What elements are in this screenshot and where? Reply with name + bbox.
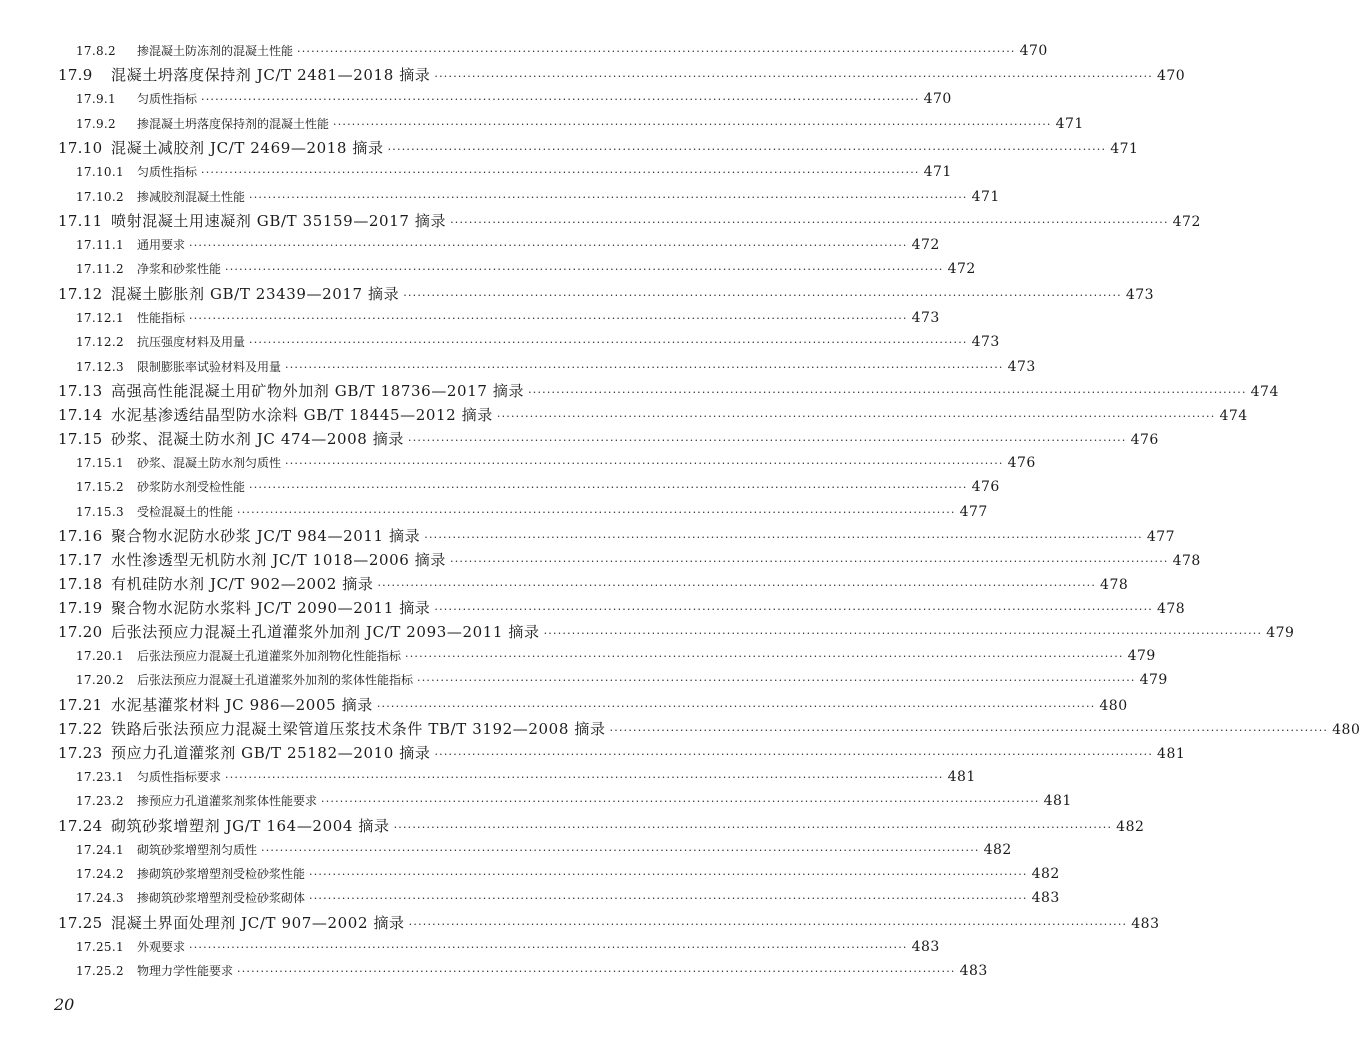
toc-subsection-entry[interactable] [0, 789, 1072, 813]
toc-section-entry[interactable] [0, 403, 1248, 427]
toc-entry-title: 匀质性指标 [137, 92, 198, 107]
toc-section-entry[interactable] [0, 548, 1201, 572]
toc-entry-page: 478 [1100, 577, 1129, 594]
toc-entry-number: 17.25.1 [76, 939, 124, 954]
toc-subsection-entry[interactable] [0, 330, 1000, 354]
toc-entry-page: 476 [1007, 454, 1036, 471]
toc-entry-title: 外观要求 [137, 939, 186, 954]
dot-leader [450, 550, 1169, 574]
toc-entry-title: 受检混凝土的性能 [137, 504, 234, 519]
dot-leader [309, 863, 1028, 887]
toc-entry-title: 抗压强度材料及用量 [137, 335, 246, 350]
toc-entry-number: 17.10.2 [76, 189, 124, 204]
dot-leader [544, 622, 1263, 646]
toc-entry-number: 17.9.1 [76, 92, 116, 107]
toc-entry-page: 479 [1266, 625, 1295, 642]
toc-entry-number: 17.11.1 [76, 237, 124, 252]
toc-entry-number: 17.20.2 [76, 673, 124, 688]
toc-entry-page: 477 [1146, 529, 1176, 546]
dot-leader [285, 356, 1004, 380]
dot-leader [189, 307, 908, 331]
dot-leader [321, 790, 1040, 814]
toc-entry-page: 481 [1043, 793, 1072, 810]
toc-section-entry[interactable] [0, 717, 1360, 741]
toc-entry-number: 17.10 [58, 139, 103, 158]
toc-entry-title: 净浆和砂浆性能 [137, 262, 222, 277]
toc-entry-number: 17.15.2 [76, 480, 124, 495]
dot-leader [405, 645, 1124, 669]
dot-leader [388, 138, 1107, 162]
toc-section-entry[interactable] [0, 379, 1279, 403]
toc-subsection-entry[interactable] [0, 306, 940, 330]
toc-subsection-entry[interactable] [0, 500, 988, 524]
toc-entry-number: 17.9.2 [76, 116, 116, 131]
toc-subsection-entry[interactable] [0, 475, 1000, 499]
dot-leader [249, 476, 968, 500]
toc-entry-title: 匀质性指标要求 [137, 769, 222, 784]
toc-entry-page: 473 [1007, 358, 1036, 375]
toc-entry-page: 478 [1172, 553, 1201, 570]
toc-entry-page: 479 [1127, 648, 1156, 665]
toc-entry-title: 砂浆防水剂受检性能 [137, 480, 246, 495]
toc-entry-title: 限制膨胀率试验材料及用量 [137, 359, 282, 374]
toc-entry-number: 17.24.3 [76, 891, 124, 906]
toc-entry-page: 474 [1250, 383, 1279, 400]
toc-entry-page: 470 [1019, 43, 1048, 59]
dot-leader [309, 887, 1028, 911]
dot-leader [225, 766, 944, 790]
toc-subsection-entry[interactable] [0, 862, 1060, 886]
toc-entry-number: 17.15 [58, 429, 103, 448]
toc-entry-page: 481 [947, 768, 976, 785]
dot-leader [297, 40, 1016, 64]
toc-entry-number: 17.12.3 [76, 359, 124, 374]
toc-entry-number: 17.19 [58, 599, 103, 618]
toc-subsection-entry[interactable] [0, 39, 1048, 63]
dot-leader [610, 719, 1329, 743]
toc-entry-number: 17.10.1 [76, 165, 124, 180]
toc-entry-title: 水泥基渗透结晶型防水涂料 GB/T 18445—2012 摘录 [111, 405, 493, 424]
toc-subsection-entry[interactable] [0, 959, 988, 983]
toc-entry-title: 砂浆、混凝土防水剂 JC 474—2008 摘录 [111, 429, 404, 448]
dot-leader [225, 258, 944, 282]
dot-leader [201, 161, 920, 185]
toc-entry-number: 17.9 [58, 66, 93, 85]
toc-entry-page: 483 [959, 963, 988, 980]
toc-entry-title: 性能指标 [137, 310, 186, 325]
toc-entry-page: 472 [1172, 213, 1201, 230]
toc-entry-page: 480 [1099, 697, 1128, 714]
dot-leader [261, 839, 980, 863]
toc-subsection-entry[interactable] [0, 644, 1156, 668]
toc-entry-page: 479 [1139, 672, 1168, 689]
dot-leader [333, 113, 1052, 137]
toc-entry-title: 聚合物水泥防水浆料 JC/T 2090—2011 摘录 [111, 599, 431, 618]
toc-entry-title: 掺减胶剂混凝土性能 [137, 189, 246, 204]
toc-entry-number: 17.12.2 [76, 335, 124, 350]
toc-section-entry[interactable] [0, 814, 1145, 838]
toc-subsection-entry[interactable] [0, 765, 976, 789]
toc-entry-number: 17.11.2 [76, 262, 124, 277]
toc-entry-number: 17.8.2 [76, 44, 116, 58]
toc-entry-page: 474 [1219, 407, 1248, 424]
toc-entry-page: 477 [959, 503, 988, 520]
toc-subsection-entry[interactable] [0, 112, 1084, 136]
toc-section-entry[interactable] [0, 63, 1186, 87]
toc-subsection-entry[interactable] [0, 668, 1168, 692]
dot-leader [417, 669, 1136, 693]
toc-entry-title: 砂浆、混凝土防水剂匀质性 [137, 455, 282, 470]
toc-section-entry[interactable] [0, 596, 1186, 620]
toc-entry-page: 473 [911, 309, 940, 326]
toc-entry-number: 17.25.2 [76, 964, 124, 979]
toc-entry-number: 17.24 [58, 816, 103, 835]
toc-entry-page: 473 [1125, 286, 1155, 303]
toc-entry-title: 混凝土界面处理剂 JC/T 907—2002 摘录 [111, 913, 405, 932]
toc-entry-page: 471 [1055, 115, 1084, 132]
toc-entry-title: 后张法预应力混凝土孔道灌浆外加剂的浆体性能指标 [137, 673, 414, 688]
toc-entry-title: 预应力孔道灌浆剂 GB/T 25182—2010 摘录 [111, 743, 431, 762]
toc-entry-number: 17.15.3 [76, 504, 124, 519]
dot-leader [497, 405, 1216, 429]
toc-subsection-entry[interactable] [0, 355, 1036, 379]
toc-section-entry[interactable] [0, 282, 1155, 306]
toc-entry-title: 掺混凝土坍落度保持剂的混凝土性能 [137, 116, 330, 131]
toc-entry-title: 后张法预应力混凝土孔道灌浆外加剂物化性能指标 [137, 649, 402, 664]
dot-leader [403, 284, 1122, 308]
toc-entry-title: 后张法预应力混凝土孔道灌浆外加剂 JC/T 2093—2011 摘录 [111, 623, 540, 642]
toc-entry-title: 掺砌筑砂浆增塑剂受检砂浆砌体 [137, 891, 306, 906]
toc-entry-number: 17.20.1 [76, 649, 124, 664]
dot-leader [189, 234, 908, 258]
toc-entry-number: 17.21 [58, 695, 103, 714]
toc-entry-page: 478 [1156, 601, 1186, 618]
toc-section-entry[interactable] [0, 693, 1128, 717]
toc-section-entry[interactable] [0, 524, 1176, 548]
toc-subsection-entry[interactable] [0, 886, 1060, 910]
toc-entry-number: 17.12.1 [76, 310, 124, 325]
toc-entry-title: 掺混凝土防冻剂的混凝土性能 [137, 44, 294, 58]
toc-subsection-entry[interactable] [0, 160, 952, 184]
toc-entry-number: 17.12 [58, 284, 103, 303]
toc-entry-title: 铁路后张法预应力混凝土梁管道压浆技术条件 TB/T 3192—2008 摘录 [111, 719, 606, 738]
dot-leader [434, 743, 1153, 767]
toc-section-entry[interactable] [0, 620, 1295, 644]
toc-entry-page: 483 [1131, 915, 1160, 932]
dot-leader [237, 960, 956, 984]
toc-entry-page: 481 [1157, 745, 1186, 762]
toc-entry-page: 482 [1116, 818, 1145, 835]
toc-entry-title: 混凝土减胶剂 JC/T 2469—2018 摘录 [111, 139, 384, 158]
toc-subsection-entry[interactable] [0, 185, 1000, 209]
page-number: 20 [54, 995, 75, 1014]
dot-leader [377, 574, 1096, 598]
dot-leader [394, 816, 1113, 840]
toc-entry-title: 物理力学性能要求 [137, 964, 234, 979]
toc-entry-title: 有机硅防水剂 JC/T 902—2002 摘录 [111, 575, 374, 594]
dot-leader [528, 381, 1247, 405]
toc-entry-number: 17.13 [58, 381, 103, 400]
toc-entry-page: 483 [1031, 890, 1060, 907]
toc-subsection-entry[interactable] [0, 935, 940, 959]
toc-entry-page: 471 [923, 164, 952, 181]
dot-leader [237, 501, 956, 525]
toc-entry-page: 476 [1130, 431, 1159, 448]
toc-entry-number: 17.15.1 [76, 455, 124, 470]
toc-section-entry[interactable] [0, 911, 1160, 935]
dot-leader [434, 598, 1153, 622]
toc-entry-title: 水性渗透型无机防水剂 JC/T 1018—2006 摘录 [111, 551, 447, 570]
toc-entry-number: 17.18 [58, 575, 103, 594]
toc-entry-number: 17.24.2 [76, 867, 124, 882]
toc-entry-page: 471 [1110, 141, 1139, 158]
toc-entry-page: 470 [923, 91, 952, 108]
toc-entry-title: 高强高性能混凝土用矿物外加剂 GB/T 18736—2017 摘录 [111, 381, 525, 400]
toc-entry-number: 17.23 [58, 743, 103, 762]
toc-entry-number: 17.23.2 [76, 794, 124, 809]
toc-entry-title: 聚合物水泥防水砂浆 JC/T 984—2011 摘录 [111, 527, 421, 546]
toc-entry-number: 17.25 [58, 913, 103, 932]
toc-section-entry[interactable] [0, 741, 1186, 765]
toc-entry-number: 17.23.1 [76, 769, 124, 784]
toc-subsection-entry[interactable] [0, 233, 940, 257]
toc-entry-title: 掺砌筑砂浆增塑剂受检砂浆性能 [137, 867, 306, 882]
toc-entry-page: 476 [971, 479, 1000, 496]
dot-leader [408, 429, 1127, 453]
toc-section-entry[interactable] [0, 427, 1159, 451]
toc-entry-number: 17.20 [58, 623, 103, 642]
toc-subsection-entry[interactable] [0, 838, 1012, 862]
toc-entry-title: 通用要求 [137, 237, 186, 252]
toc-entry-number: 17.16 [58, 527, 103, 546]
toc-entry-title: 掺预应力孔道灌浆剂浆体性能要求 [137, 794, 318, 809]
toc-entry-page: 472 [947, 261, 976, 278]
toc-subsection-entry[interactable] [0, 87, 952, 111]
toc-entry-title: 砌筑砂浆增塑剂 JG/T 164—2004 摘录 [111, 816, 390, 835]
toc-entry-page: 473 [971, 334, 1000, 351]
toc-subsection-entry[interactable] [0, 451, 1036, 475]
toc-entry-page: 480 [1332, 721, 1360, 738]
toc-entry-title: 混凝土膨胀剂 GB/T 23439—2017 摘录 [111, 284, 400, 303]
dot-leader [434, 65, 1153, 89]
toc-entry-page: 472 [911, 236, 940, 253]
toc-section-entry[interactable] [0, 136, 1139, 160]
dot-leader [377, 695, 1096, 719]
toc-entry-number: 17.24.1 [76, 842, 124, 857]
dot-leader [409, 913, 1128, 937]
dot-leader [249, 186, 968, 210]
toc-entry-number: 17.14 [58, 405, 103, 424]
dot-leader [424, 526, 1143, 550]
toc-entry-title: 匀质性指标 [137, 165, 198, 180]
toc-entry-page: 483 [911, 938, 940, 955]
toc-section-entry[interactable] [0, 209, 1201, 233]
toc-entry-title: 水泥基灌浆材料 JC 986—2005 摘录 [111, 695, 373, 714]
toc-entry-number: 17.17 [58, 551, 103, 570]
dot-leader [201, 88, 920, 112]
toc-entry-number: 17.11 [58, 211, 103, 230]
table-of-contents [0, 39, 1360, 984]
toc-entry-page: 470 [1156, 68, 1186, 85]
dot-leader [450, 211, 1169, 235]
dot-leader [285, 452, 1004, 476]
toc-entry-number: 17.22 [58, 719, 103, 738]
toc-entry-title: 砌筑砂浆增塑剂匀质性 [137, 842, 258, 857]
toc-section-entry[interactable] [0, 572, 1129, 596]
toc-subsection-entry[interactable] [0, 257, 976, 281]
toc-entry-title: 喷射混凝土用速凝剂 GB/T 35159—2017 摘录 [111, 211, 447, 230]
dot-leader [189, 936, 908, 960]
dot-leader [249, 331, 968, 355]
toc-entry-page: 482 [983, 841, 1012, 858]
toc-entry-page: 471 [971, 188, 1000, 205]
toc-entry-page: 482 [1031, 866, 1060, 883]
toc-entry-title: 混凝土坍落度保持剂 JC/T 2481—2018 摘录 [111, 66, 431, 85]
